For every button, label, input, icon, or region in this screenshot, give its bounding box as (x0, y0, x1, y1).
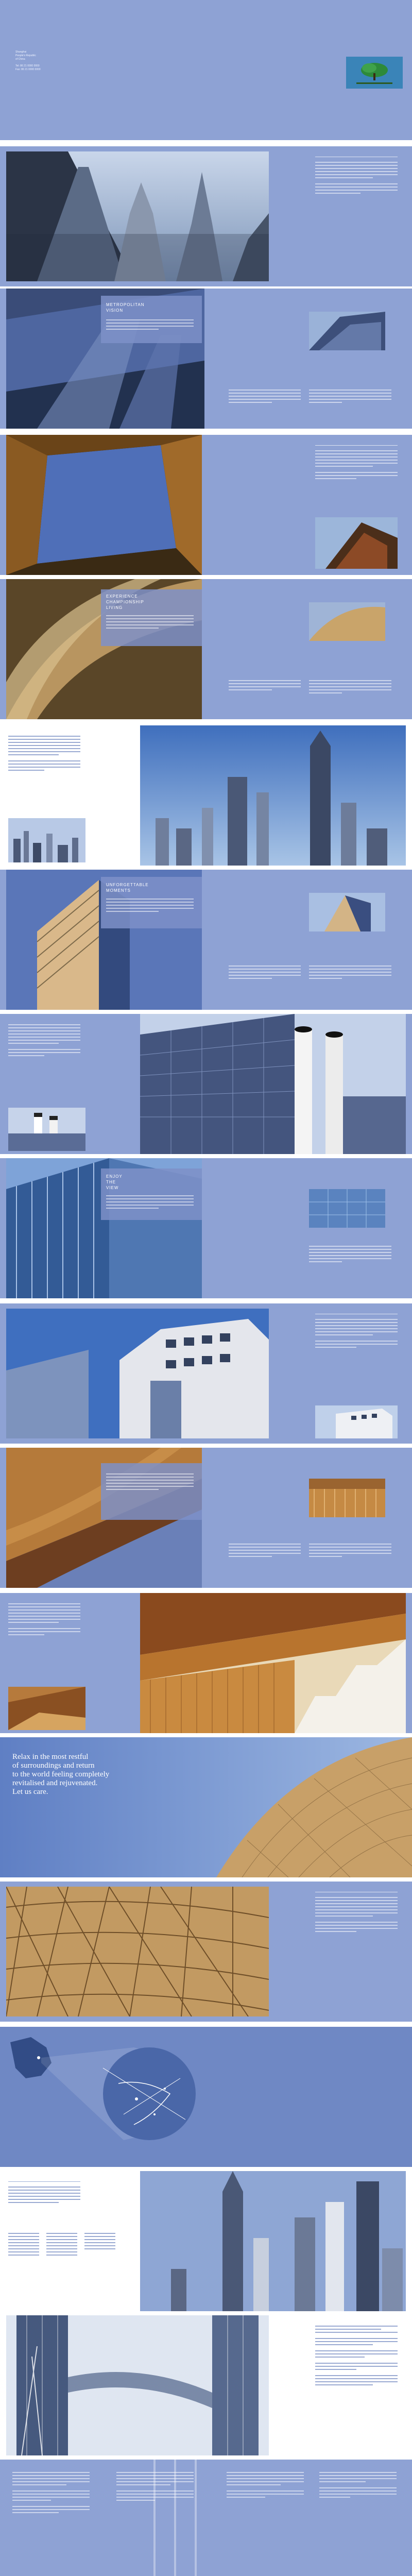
body-text-right (309, 680, 391, 696)
column-2 (116, 2472, 194, 2503)
intro-text-block (8, 736, 80, 773)
intro-text-block (8, 1603, 80, 1637)
section-heading: ENJOY THE VIEW (106, 1174, 123, 1190)
address-line: Tel: 86 21 0000 0000 (15, 64, 40, 67)
spread-directory (0, 2171, 412, 2311)
body-text-block (315, 1897, 398, 1934)
spread-map (0, 2027, 412, 2167)
intro-text-block (8, 1024, 80, 1058)
photo-small-wood (8, 1687, 85, 1730)
spread-4 (0, 435, 412, 575)
tagline-line: to the world feeling completely (12, 1770, 110, 1778)
tagline-text (12, 1753, 167, 1797)
heading-body-text (106, 899, 194, 914)
text-rule (8, 2181, 80, 2182)
cover-spread (0, 0, 412, 140)
spread-unforgettable (0, 870, 412, 1010)
heading-body-text (106, 1473, 194, 1492)
spread-tagline (0, 1737, 412, 1877)
spread-wood-stair (0, 1593, 412, 1733)
directory-col-3 (84, 2233, 115, 2251)
body-text-left (229, 1544, 301, 1559)
body-text-right (309, 389, 391, 405)
column-3 (227, 2472, 304, 2500)
spread-text-columns (0, 2460, 412, 2576)
body-text-right (309, 1246, 391, 1264)
spread-chimneys (0, 1014, 412, 1154)
photo-small-building (315, 1405, 398, 1438)
text-rule (315, 445, 398, 446)
spread-cantilever (0, 1303, 412, 1444)
tagline-line: Relax in the most restful (12, 1753, 89, 1761)
address-line: of China (15, 58, 25, 61)
photo-courtyard-sky (6, 435, 202, 575)
photo-city-towers (140, 725, 406, 866)
heading-body-text (106, 1195, 194, 1211)
section-heading: EXPERIENCE CHAMPIONSHIP LIVING (106, 594, 144, 610)
section-heading: METROPOLITAN VISION (106, 302, 145, 313)
photo-small-chimneys (8, 1108, 85, 1151)
photo-sky-bridge (6, 2315, 269, 2455)
photo-cantilever-building (6, 1309, 269, 1438)
body-text-left (229, 680, 301, 692)
heading-body-text (106, 319, 194, 332)
photo-dome-lattice (6, 1887, 269, 2016)
photo-tower-detail (309, 893, 385, 931)
sidebar-list (315, 2326, 398, 2387)
logo-image (346, 57, 403, 89)
body-text-left (229, 389, 301, 405)
tagline-line: revitalised and rejuvenated. (12, 1779, 98, 1787)
body-text-left (229, 965, 301, 981)
spread-skyline (0, 725, 412, 866)
body-text-block (315, 162, 398, 196)
spread-experience (0, 579, 412, 719)
spread-bridge (0, 2315, 412, 2455)
body-text-block (315, 1319, 398, 1350)
photo-small-skyline (8, 818, 85, 862)
tagline-line: Let us care. (12, 1788, 48, 1796)
photo-wood-panel (309, 1479, 385, 1517)
address-line: Shanghai (15, 50, 27, 54)
spread-lattice (0, 1882, 412, 2022)
photo-towers-looking-up (6, 151, 269, 281)
spread-enjoy (0, 1158, 412, 1298)
column-4 (319, 2472, 397, 2500)
location-map (0, 2027, 412, 2167)
spread-metropolitan (0, 289, 412, 429)
photo-curved-building (309, 312, 385, 350)
body-text-block (315, 450, 398, 481)
photo-tower-cluster (140, 2171, 406, 2311)
column-1 (12, 2472, 90, 2515)
spread-wood-roof (0, 1448, 412, 1588)
photo-dome-detail (309, 602, 385, 641)
photo-chimney-building (140, 1014, 406, 1154)
body-text-right (309, 965, 391, 981)
directory-col-1 (8, 2233, 39, 2258)
heading-body-text (106, 615, 194, 631)
photo-building-corner (315, 517, 398, 569)
section-heading: UNFORGETTABLE MOMENTS (106, 883, 149, 893)
tree-logo-icon (346, 57, 403, 89)
directory-col-2 (46, 2233, 77, 2258)
intro-text-block (8, 2187, 80, 2205)
spread-2 (0, 146, 412, 286)
tagline-line: of surroundings and return (12, 1761, 95, 1770)
photo-wood-staircase (140, 1593, 406, 1733)
photo-glass-grid (309, 1189, 385, 1228)
body-text-right (309, 1544, 391, 1559)
address-line: People's Republic (15, 54, 36, 57)
address-line: Fax: 86 21 0000 0000 (15, 68, 41, 71)
cover-address (15, 50, 77, 72)
